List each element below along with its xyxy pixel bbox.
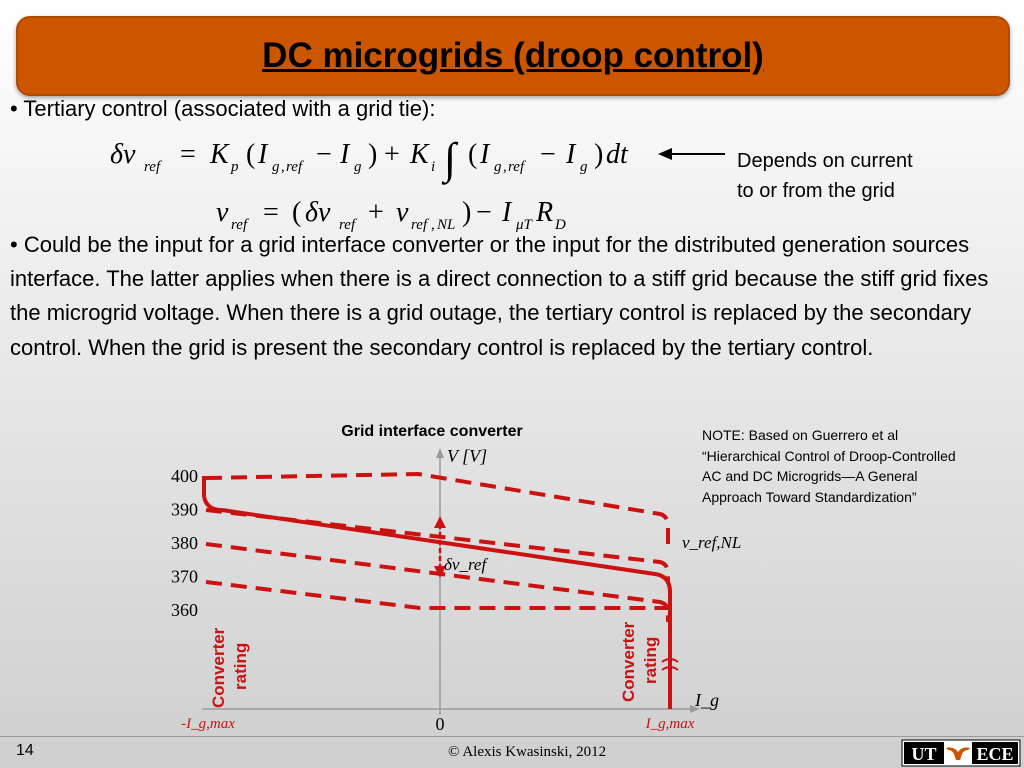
svg-text:): ) [462,197,472,228]
svg-text:NL: NL [437,217,456,233]
reference-note [702,425,1022,507]
svg-text:ref: ref [286,159,303,175]
annotation-line-1: Depends on current [737,150,913,172]
svg-text:K: K [410,139,429,170]
svg-text:=: = [180,139,196,170]
note-line-3: AC and DC Microgrids—A General [702,468,918,484]
svg-text:ref: ref [144,159,161,175]
svg-text:g: g [580,159,588,175]
copyright-text: © Alexis Kwasinski, 2012 [448,744,607,760]
svg-text:g: g [354,159,362,175]
svg-text:δv: δv [110,139,136,170]
equation-tertiary-control [110,134,629,185]
rating-label-left [209,627,250,708]
title-banner [16,16,1010,96]
x-tick-zero: 0 [435,714,445,734]
slide-title: DC microgrids (droop control) [262,36,764,75]
svg-text:(: ( [292,197,302,228]
rating-left-line-2: rating [231,642,250,690]
svg-text:I: I [340,139,350,170]
ut-ece-logo [902,740,1020,766]
svg-text:i: i [431,159,436,175]
logo-ut-text: UT [911,744,937,764]
droop-chart [150,412,742,737]
y-axis-label: V [V] [447,446,488,466]
svg-text:,: , [431,217,435,233]
svg-text:μT: μT [516,217,532,233]
delta-vref-label: δv_ref [444,555,487,574]
note-line-4: Approach Toward Standardization” [702,488,917,505]
equation-annotation [737,146,913,206]
svg-text:I: I [258,139,268,170]
svg-text:ref: ref [411,217,428,233]
y-tick-label-4: 360 [171,600,198,620]
y-axis-arrow-icon [436,448,444,458]
svg-text:v: v [396,197,409,228]
note-line-2: “Hierarchical Control of Droop-Controlled [702,447,956,464]
svg-text:p: p [231,159,239,175]
svg-text:δv: δv [305,197,331,228]
svg-text:=: = [263,197,279,228]
equations [100,125,730,237]
svg-text:dt: dt [606,139,628,170]
annotation-line-2: to or from the grid [737,180,895,202]
svg-text:I: I [566,139,576,170]
svg-text:I: I [480,139,490,170]
svg-text:D: D [555,217,566,233]
bullet-tertiary-control: • Tertiary control (associated with a grid tie): [10,96,436,121]
svg-text:+: + [384,139,400,170]
droop-curve-label: v_ref,NL [682,533,742,552]
svg-text:−: − [540,139,556,170]
bullet-usage: • Could be the input for a grid interface converter or the input for the distributed generation sources interface. The latter applies when there is a direct connection to a stiff grid because the stiff grid fixes the microgrid voltage. When there is a grid outage, the tertiary control is replaced by the secondary control. When the grid is present the secondary control is replaced by the tertiary control. [10,232,989,360]
x-tick-neg-max: -I_g,max [181,716,235,732]
rating-right-line-2: rating [641,636,660,684]
x-axis-label: I_g [695,690,719,710]
footer-divider [0,736,1024,737]
y-tick-label-3: 370 [171,566,198,587]
svg-text:): ) [368,139,378,170]
y-tick-label-0: 400 [171,466,198,486]
svg-text:−: − [476,197,492,228]
svg-text:K: K [210,139,229,170]
y-tick-group [171,466,198,620]
x-tick-pos-max: I_g,max [645,716,695,732]
rating-left-line-1: Converter [209,627,228,708]
svg-text:g: g [494,159,502,175]
svg-text:(: ( [468,139,478,170]
svg-text:ref: ref [339,217,356,233]
note-line-1: NOTE: Based on Guerrero et al [702,427,899,443]
slide-number: 14 [16,742,34,759]
arrow-icon [658,148,725,160]
svg-text:ref: ref [231,217,248,233]
svg-text:+: + [368,197,384,228]
svg-text:−: − [316,139,332,170]
svg-text:I: I [502,197,512,228]
svg-text:v: v [216,197,229,228]
svg-text:,: , [503,159,507,175]
y-tick-label-2: 380 [171,533,198,553]
chart-title: Grid interface converter [341,423,523,440]
logo-ece-text: ECE [976,744,1014,764]
droop-band-upper [206,474,668,622]
svg-text:(: ( [246,139,256,170]
rating-label-right [619,621,660,702]
svg-text:): ) [594,139,604,170]
svg-text:,: , [281,159,285,175]
svg-text:ref: ref [508,159,525,175]
rating-right-line-1: Converter [619,621,638,702]
svg-text:∫: ∫ [444,134,457,183]
svg-text:g: g [272,159,280,175]
droop-curve [204,476,670,709]
svg-text:R: R [536,197,554,228]
y-tick-label-1: 390 [171,499,198,520]
